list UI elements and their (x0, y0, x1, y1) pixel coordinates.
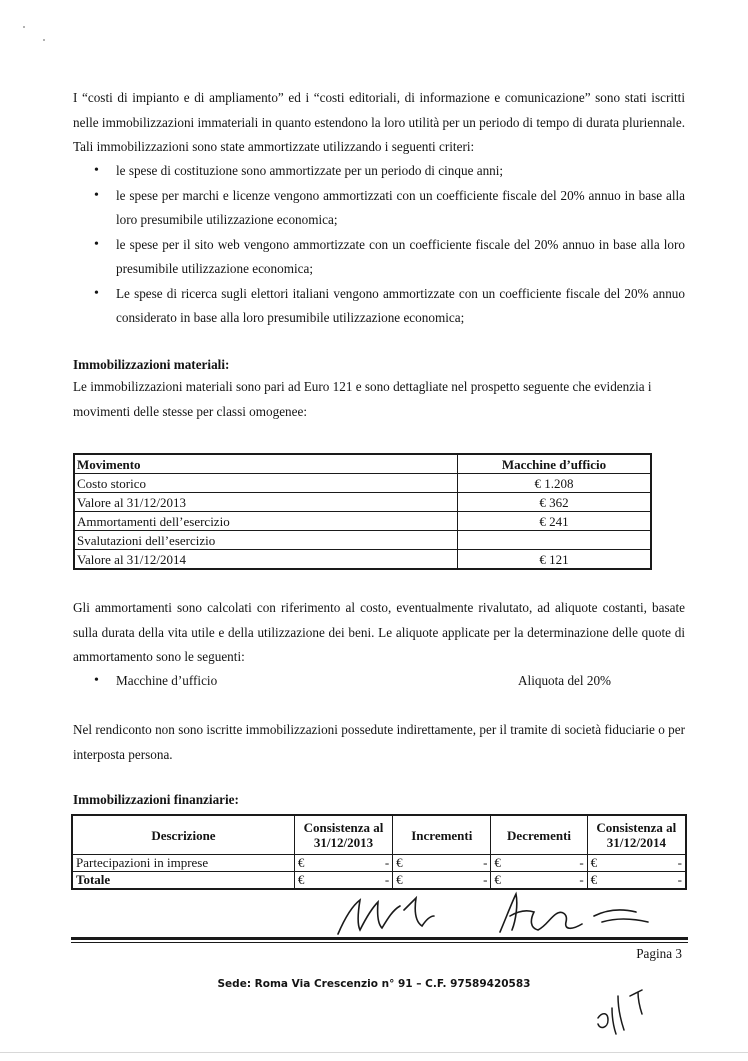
row-value (458, 531, 652, 550)
money-cell (491, 855, 587, 872)
materiali-table (73, 453, 652, 570)
signature-mark (490, 880, 670, 942)
intro-paragraph: I “costi di impianto e di ampliamento” ed i “costi editoriali, di informazione e comunicazione” sono stati iscritti nelle immobilizzazioni immateriali in quanto estendono la loro utilità per un periodo di tempo di durata pluriennale. Tali immobilizzazioni sono state ammortizzate utilizzando i seguenti criteri: (73, 90, 685, 154)
footer-address: Sede: Roma Via Crescenzio n° 91 – C.F. 97589420583 (217, 978, 531, 990)
currency-symbol: € (396, 855, 403, 870)
row-label: Valore al 31/12/2014 (74, 550, 458, 570)
table-row (74, 550, 651, 570)
cell-value: - (579, 855, 584, 870)
column-header: Consistenza al 31/12/2013 (294, 815, 392, 855)
currency-symbol: € (297, 855, 305, 870)
column-header: Incrementi (393, 815, 491, 855)
currency-symbol: € (590, 872, 598, 887)
list-item: • Le spese di ricerca sugli elettori italiani vengono ammortizzate con un coefficiente fiscale del 20% annuo considerato in base alla loro presumibile utilizzazione economica; (73, 282, 685, 331)
money-cell (587, 855, 686, 872)
bullet-icon: • (94, 673, 99, 688)
ammortamenti-paragraph: Gli ammortamenti sono calcolati con riferimento al costo, eventualmente rivalutato, ad aliquote costanti, basate sulla durata della vita utile e della utilizzazione dei beni. Le aliquote applicate per la determinazione delle quote di ammortamento sono le seguenti: (73, 600, 685, 664)
cell-value: - (579, 872, 584, 887)
bullet-icon: • (94, 187, 99, 203)
row-value: € 121 (458, 550, 652, 570)
list-item: • le spese per il sito web vengono ammortizzate con un coefficiente fiscale del 20% annuo in base alla loro presumibile utilizzazione economica; (73, 233, 685, 282)
page-number: Pagina 3 (636, 946, 682, 961)
money-cell (393, 855, 491, 872)
cell-value: - (483, 855, 488, 870)
money-cell (294, 855, 392, 872)
currency-symbol: € (590, 855, 598, 870)
cell-value: - (677, 872, 682, 887)
table-header-row (72, 815, 686, 855)
column-header: Macchine d’ufficio (458, 454, 652, 474)
column-header: Consistenza al 31/12/2014 (587, 815, 686, 855)
materiali-paragraph: Le immobilizzazioni materiali sono pari ad Euro 121 e sono dettagliate nel prospetto seguente che evidenzia i movimenti delle stesse per classi omogenee: (73, 379, 652, 419)
table-row (74, 493, 651, 512)
table-row (74, 531, 651, 550)
criteria-list (73, 159, 685, 331)
table-row (72, 855, 686, 872)
footer-rule (71, 942, 688, 943)
indirette-paragraph: Nel rendiconto non sono iscritte immobilizzazioni possedute indirettamente, per il tramite di società fiduciarie o per interposta persona. (73, 722, 685, 762)
finanziarie-table (71, 814, 687, 890)
section-heading-materiali: Immobilizzazioni materiali: (73, 357, 230, 372)
row-label: Partecipazioni in imprese (72, 855, 294, 872)
bullet-icon: • (94, 236, 99, 252)
signature-mark (330, 880, 480, 942)
initials-mark (590, 978, 660, 1042)
list-item: • le spese per marchi e licenze vengono ammortizzati con un coefficiente fiscale del 20% annuo in base alla loro presumibile utilizzazione economica; (73, 184, 685, 233)
bullet-icon: • (94, 163, 99, 178)
footer-rule (71, 937, 688, 940)
bullet-icon: • (94, 285, 99, 301)
table-header-row (74, 454, 651, 474)
row-label: Valore al 31/12/2013 (74, 493, 458, 512)
cell-value: - (677, 855, 682, 870)
row-value: € 362 (458, 493, 652, 512)
currency-symbol: € (494, 872, 501, 887)
scan-speck (43, 39, 45, 41)
row-value: € 241 (458, 512, 652, 531)
column-header: Movimento (74, 454, 458, 474)
table-row (74, 512, 651, 531)
cell-value: - (384, 855, 390, 870)
scan-edge (0, 1052, 748, 1053)
aliquota-item-label: Macchine d’ufficio (116, 673, 218, 688)
row-label: Ammortamenti dell’esercizio (74, 512, 458, 531)
row-label: Costo storico (74, 474, 458, 493)
aliquota-item-rate: Aliquota del 20% (518, 673, 612, 688)
cell-value: - (384, 872, 390, 887)
list-item: • le spese di costituzione sono ammortizzate per un periodo di cinque anni; (73, 159, 685, 184)
currency-symbol: € (396, 872, 403, 887)
column-header: Descrizione (72, 815, 294, 855)
currency-symbol: € (297, 872, 305, 887)
currency-symbol: € (494, 855, 501, 870)
row-value: € 1.208 (458, 474, 652, 493)
scan-speck (23, 26, 25, 28)
row-label: Svalutazioni dell’esercizio (74, 531, 458, 550)
table-row (74, 474, 651, 493)
section-heading-finanziarie: Immobilizzazioni finanziarie: (73, 792, 239, 807)
row-label: Totale (72, 872, 294, 890)
cell-value: - (483, 872, 488, 887)
column-header: Decrementi (491, 815, 587, 855)
